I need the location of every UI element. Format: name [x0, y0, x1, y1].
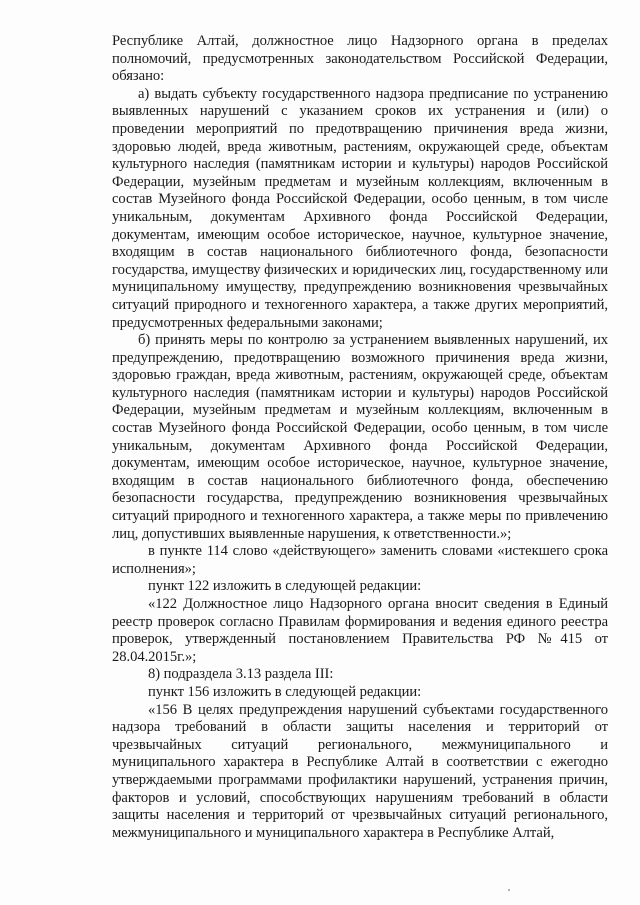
paragraph-clause-122-heading: пункт 122 изложить в следующей редакции:: [148, 578, 422, 595]
paragraph-item-b: б) принять меры по контролю за устранением выявленных нарушений, их предупреждению, предотвращению возможного причинения вреда жизни, здоровью граждан, вреда животным, растениям, окружающей среде, объектам культурного наследия (памятникам истории и культуры) народов Российской Федерации, музейным предметам и музейным коллекциям, включенным в состав Музейного фонда Российской Федерации, особо ценным, в том числе уникальным, документам Архивного фонда Российской Федерации, документам, имеющим особое историческое, научное, культурное значение, входящим в состав национального библиотечного фонда, обеспечению безопасности государства, предупреждению возникновения чрезвычайных ситуаций природного и техногенного характера, а также меры по привлечению лиц, допустивших выявленные нарушения, к ответственности.»;: [112, 332, 608, 542]
document-body: [112, 33, 608, 842]
paragraph-clause-156-text: «156 В целях предупреждения нарушений субъектами государственного надзора требований в области защиты населения и территорий от чрезвычайных ситуаций регионального, межмуниципального и муниципального характера в Республике Алтай в соответствии с ежегодно утверждаемыми программами профилактики нарушений, устранения причин, факторов и условий, способствующих нарушениям требований в области защиты населения и территорий от чрезвычайных ситуаций регионального, межмуниципального и муниципального характера в Республике Алтай,: [112, 701, 608, 841]
paragraph-clause-156-heading: пункт 156 изложить в следующей редакции:: [148, 683, 422, 700]
paragraph-clause-114: в пункте 114 слово «действующего» заменить словами «истекшего срока исполнения»;: [112, 543, 608, 577]
paragraph-subsection-8: 8) подраздела 3.13 раздела III:: [148, 666, 334, 683]
paragraph-item-a: а) выдать субъекту государственного надзора предписание по устранению выявленных нарушений с указанием сроков их устранения и (или) о проведении мероприятий по предотвращению причинения вреда жизни, здоровью людей, вреда животным, растениям, окружающей среде, объектам культурного наследия (памятникам истории и культуры) народов Российской Федерации, музейным предметам и музейным коллекциям, включенным в состав Музейного фонда Российской Федерации, особо ценным, в том числе уникальным, документам Архивного фонда Российской Федерации, документам, имеющим особое историческое, научное, культурное значение, входящим в состав национального библиотечного фонда, безопасности государства, имуществу физических и юридических лиц, государственному или муниципальному имуществу, предупреждению возникновения чрезвычайных ситуаций природного и техногенного характера, а также других мероприятий, предусмотренных федеральными законами;: [112, 85, 608, 331]
paragraph-intro: Республике Алтай, должностное лицо Надзорного органа в пределах полномочий, предусмотренных законодательством Российской Федерации, обязано:: [112, 33, 608, 85]
paragraph-clause-122-text: «122 Должностное лицо Надзорного органа вносит сведения в Единый реестр проверок согласно Правилам формирования и ведения единого реестра проверок, утвержденный постановлением Правительства РФ №415 от 28.04.2015г.»;: [112, 596, 608, 665]
scan-speck: [508, 889, 510, 891]
